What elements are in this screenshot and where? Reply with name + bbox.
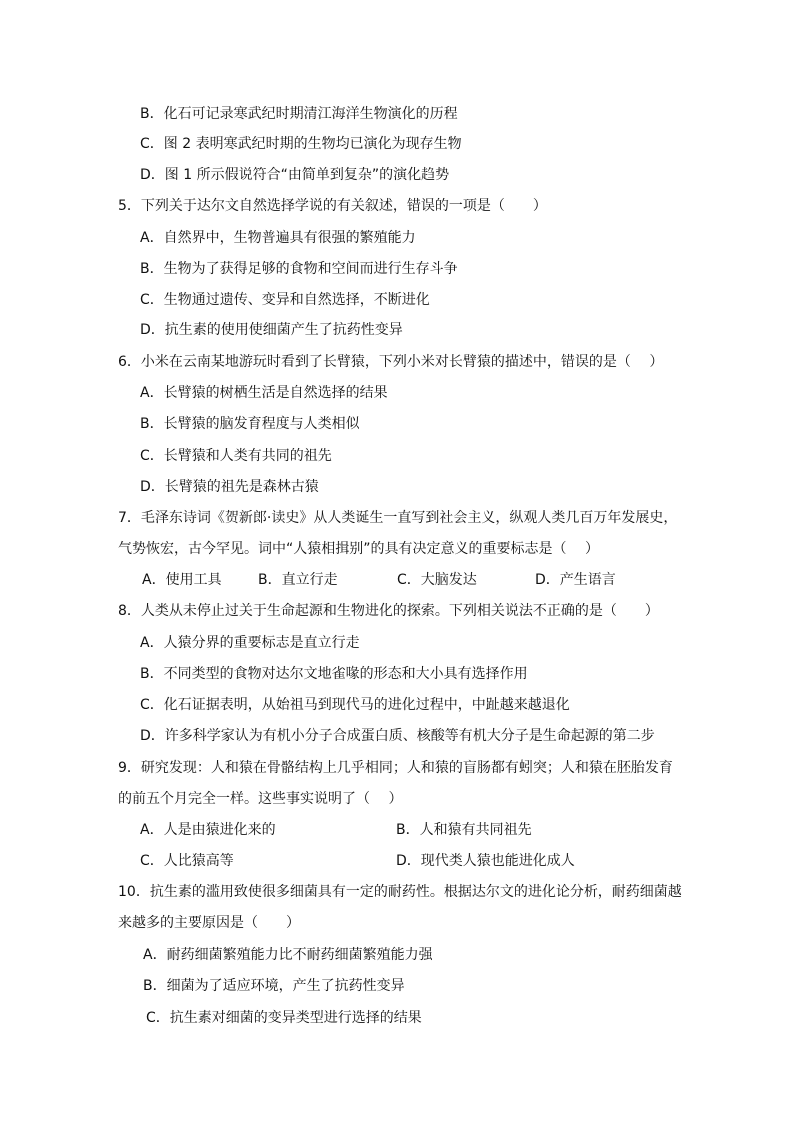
q8-option-b: B．不同类型的食物对达尔文地雀喙的形态和大小具有选择作用	[140, 666, 528, 682]
q4-option-b: B．化石可记录寒武纪时期清江海洋生物演化的历程	[140, 106, 458, 122]
q4-option-d: D．图 1 所示假说符合“由简单到复杂”的演化趋势	[140, 167, 450, 183]
q7-option-d: D．产生语言	[535, 572, 616, 588]
q7-option-c: C．大脑发达	[397, 572, 477, 588]
q5-option-d: D．抗生素的使用使细菌产生了抗药性变异	[140, 322, 403, 338]
q9-option-d: D．现代类人猿也能进化成人	[396, 853, 575, 869]
q5-option-a: A．自然界中，生物普遍具有很强的繁殖能力	[140, 230, 416, 246]
q10-option-a: A．耐药细菌繁殖能力比不耐药细菌繁殖能力强	[143, 947, 433, 963]
q9-option-b: B．人和猿有共同祖先	[396, 822, 532, 838]
q8-option-c: C．化石证据表明，从始祖马到现代马的进化过程中，中趾越来越退化	[140, 697, 570, 713]
q9-option-c: C．人比猿高等	[140, 853, 234, 869]
q8-stem: 8．人类从未停止过关于生命起源和生物进化的探索。下列相关说法不正确的是（ ）	[118, 603, 659, 619]
q5-option-c: C．生物通过遗传、变异和自然选择，不断进化	[140, 292, 430, 308]
q5-option-b: B．生物为了获得足够的食物和空间而进行生存斗争	[140, 261, 458, 277]
q6-option-a: A．长臂猿的树栖生活是自然选择的结果	[140, 385, 388, 401]
q10-option-b: B．细菌为了适应环境，产生了抗药性变异	[143, 978, 405, 994]
q10-stem-line2: 来越多的主要原因是（ ）	[118, 915, 300, 931]
q9-stem-line2: 的前五个月完全一样。这些事实说明了（ ）	[118, 791, 403, 807]
q7-stem-line2: 气势恢宏，古今罕见。词中“人猿相揖别”的具有决定意义的重要标志是（ ）	[118, 541, 599, 557]
q8-option-a: A．人猿分界的重要标志是直立行走	[140, 635, 360, 651]
q9-option-a: A．人是由猿进化来的	[140, 822, 276, 838]
q9-stem-line1: 9．研究发现：人和猿在骨骼结构上几乎相同；人和猿的盲肠都有蚓突；人和猿在胚胎发育	[118, 760, 673, 776]
q6-option-d: D．长臂猿的祖先是森林古猿	[140, 479, 319, 495]
q7-option-a: A．使用工具	[142, 572, 222, 588]
q6-option-c: C．长臂猿和人类有共同的祖先	[140, 448, 332, 464]
q5-stem: 5．下列关于达尔文自然选择学说的有关叙述，错误的一项是（ ）	[118, 198, 547, 214]
q6-option-b: B．长臂猿的脑发育程度与人类相似	[140, 416, 360, 432]
q10-option-c: C．抗生素对细菌的变异类型进行选择的结果	[146, 1010, 422, 1026]
q4-option-c: C．图 2 表明寒武纪时期的生物均已演化为现存生物	[140, 136, 462, 152]
q7-option-b: B．直立行走	[258, 572, 338, 588]
q6-stem: 6．小米在云南某地游玩时看到了长臂猿，下列小米对长臂猿的描述中，错误的是（ ）	[118, 354, 664, 370]
q8-option-d: D．许多科学家认为有机小分子合成蛋白质、核酸等有机大分子是生命起源的第二步	[140, 728, 655, 744]
q7-stem-line1: 7．毛泽东诗词《贺新郎·读史》从人类诞生一直写到社会主义，纵观人类几百万年发展史，	[118, 510, 678, 526]
q10-stem-line1: 10．抗生素的滥用致使很多细菌具有一定的耐药性。根据达尔文的进化论分析，耐药细菌越	[118, 884, 682, 900]
